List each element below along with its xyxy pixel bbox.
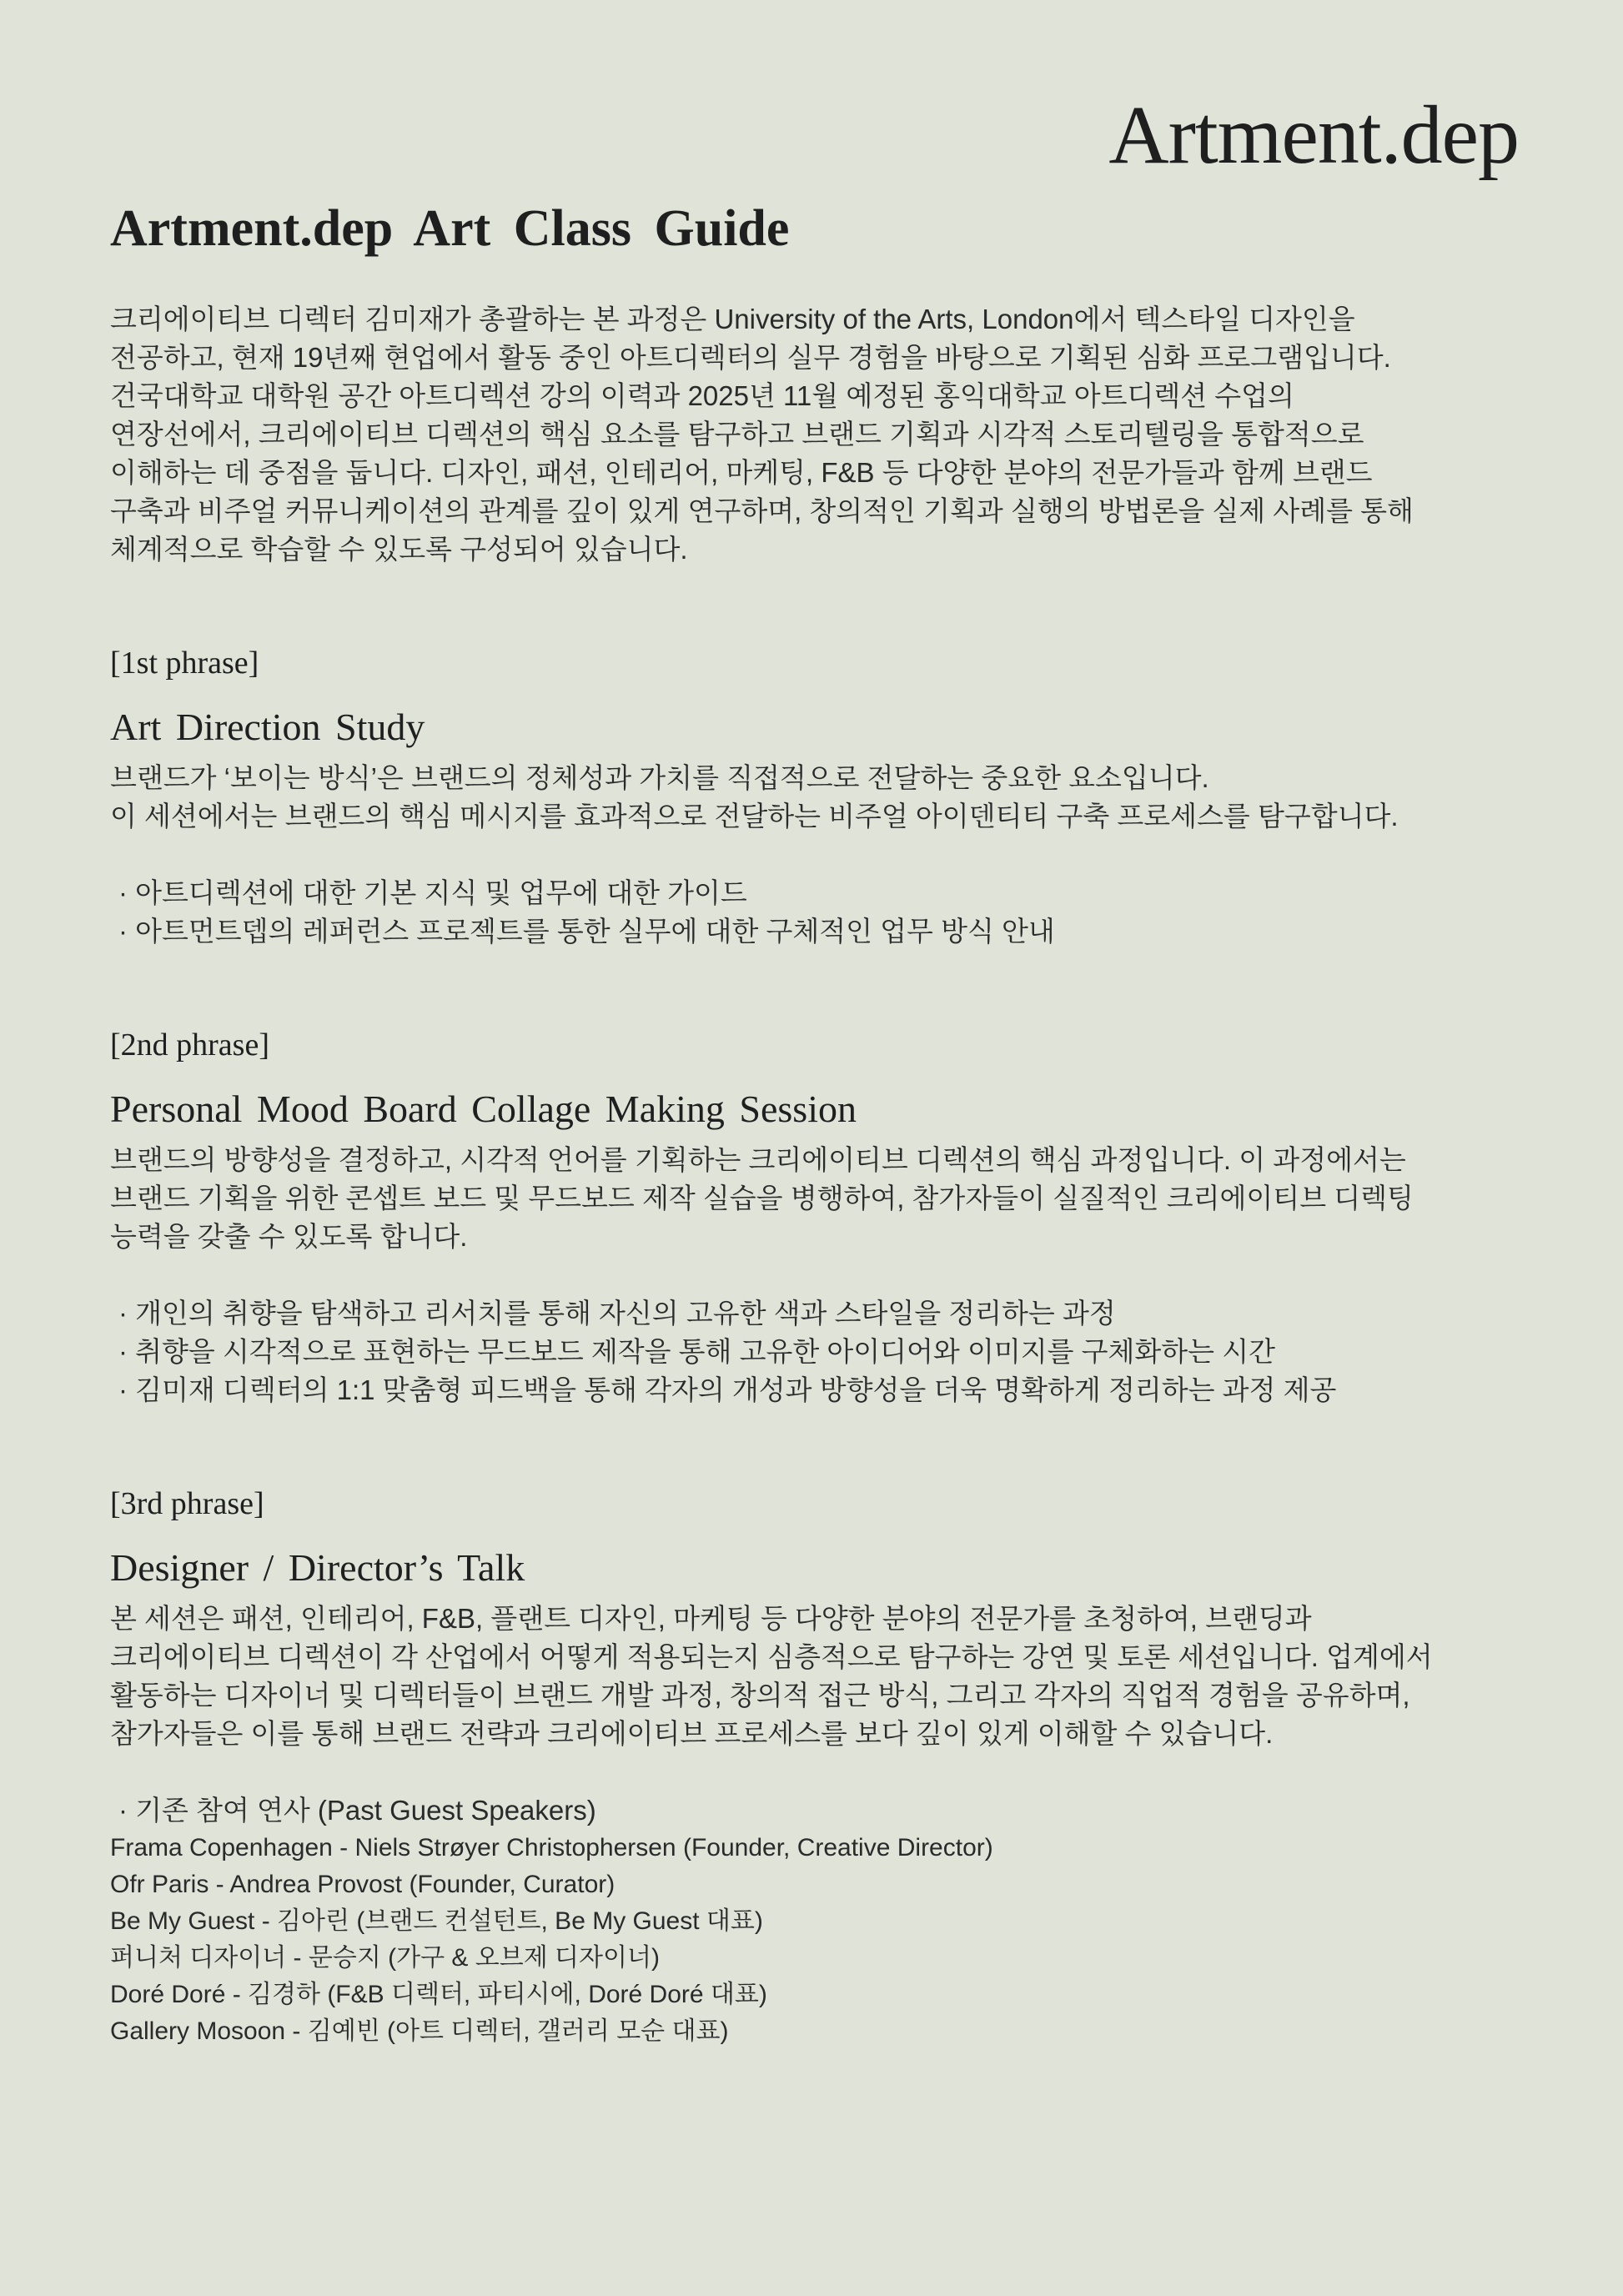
phase-label: [3rd phrase] (110, 1486, 264, 1522)
speaker-item: 퍼니처 디자이너 - 문승지 (가구 & 오브제 디자이너) (110, 1944, 660, 1972)
intro-line: 구축과 비주얼 커뮤니케이션의 관계를 깊이 있게 연구하며, 창의적인 기획과 실행의 방법론을 실제 사례를 통해 (110, 495, 1414, 527)
speaker-item: Frama Copenhagen - Niels Strøyer Christophersen (Founder, Creative Director) (110, 1834, 993, 1862)
section-body-line: 브랜드 기획을 위한 콘셉트 보드 및 무드보드 제작 실습을 병행하여, 참가자들이 실질적인 크리에이티브 디렉팅 (110, 1183, 1414, 1214)
page-title: Artment.dep Art Class Guide (110, 200, 790, 257)
intro-line: 건국대학교 대학원 공간 아트디렉션 강의 이력과 2025년 11월 예정된 홍익대학교 아트디렉션 수업의 (110, 380, 1294, 412)
bullet-list (110, 1791, 1528, 1830)
section-title: Personal Mood Board Collage Making Session (110, 1088, 857, 1131)
intro-line: 크리에이티브 디렉터 김미재가 총괄하는 본 과정은 University of the Arts, London에서 텍스타일 디자인을 (110, 304, 1355, 335)
intro-paragraph (110, 300, 1528, 569)
bullet-item: · 개인의 취향을 탐색하고 리서치를 통해 자신의 고유한 색과 스타일을 정리하는 과정 (118, 1298, 1116, 1329)
bullet-item: · 취향을 시각적으로 표현하는 무드보드 제작을 통해 고유한 아이디어와 이미지를 구체화하는 시간 (118, 1336, 1275, 1368)
bullet-list (110, 874, 1528, 951)
speaker-item: Ofr Paris - Andrea Provost (Founder, Curator) (110, 1871, 616, 1899)
brand-logo: Artment.dep (1108, 88, 1519, 181)
bullet-item: · 아트디렉션에 대한 기본 지식 및 업무에 대한 가이드 (118, 877, 747, 909)
section-title: Art Direction Study (110, 706, 425, 749)
section-body-line: 브랜드의 방향성을 결정하고, 시각적 언어를 기획하는 크리에이티브 디렉션의 핵심 과정입니다. 이 과정에서는 (110, 1144, 1406, 1176)
section-body-line: 활동하는 디자이너 및 디렉터들이 브랜드 개발 과정, 창의적 접근 방식, 그리고 각자의 직업적 경험을 공유하며, (110, 1680, 1410, 1711)
bullet-item: · 김미재 디렉터의 1:1 맞춤형 피드백을 통해 각자의 개성과 방향성을 더욱 명확하게 정리하는 과정 제공 (118, 1374, 1337, 1406)
section-body-line: 이 세션에서는 브랜드의 핵심 메시지를 효과적으로 전달하는 비주얼 아이덴티티 구축 프로세스를 탐구합니다. (110, 801, 1399, 832)
section-title: Designer / Director’s Talk (110, 1546, 525, 1590)
speaker-item: Doré Doré - 김경하 (F&B 디렉터, 파티시에, Doré Doré 대표) (110, 1981, 767, 2009)
speaker-item: Gallery Mosoon - 김예빈 (아트 디렉터, 갤러리 모순 대표) (110, 2017, 729, 2046)
section-body-line: 참가자들은 이를 통해 브랜드 전략과 크리에이티브 프로세스를 보다 깊이 있게 이해할 수 있습니다. (110, 1718, 1274, 1750)
section-body-line: 본 세션은 패션, 인테리어, F&B, 플랜트 디자인, 마케팅 등 다양한 분야의 전문가를 초청하여, 브랜딩과 (110, 1603, 1312, 1635)
section-phase-2 (110, 1024, 1528, 1409)
guide-content (110, 200, 1528, 2050)
bullet-list (110, 1294, 1528, 1409)
phase-label: [1st phrase] (110, 646, 259, 681)
section-phase-3 (110, 1483, 1528, 2050)
intro-line: 이해하는 데 중점을 둡니다. 디자인, 패션, 인테리어, 마케팅, F&B 등 다양한 분야의 전문가들과 함께 브랜드 (110, 457, 1373, 489)
bullet-item: · 아트먼트뎁의 레퍼런스 프로젝트를 통한 실무에 대한 구체적인 업무 방식 안내 (118, 916, 1055, 947)
intro-line: 연장선에서, 크리에이티브 디렉션의 핵심 요소를 탐구하고 브랜드 기획과 시각적 스토리텔링을 통합적으로 (110, 419, 1364, 450)
bullet-item: · 기존 참여 연사 (Past Guest Speakers) (118, 1795, 596, 1826)
speaker-item: Be My Guest - 김아린 (브랜드 컨설턴트, Be My Guest 대표) (110, 1907, 763, 1936)
section-body-line: 능력을 갖출 수 있도록 합니다. (110, 1221, 468, 1253)
intro-line: 체계적으로 학습할 수 있도록 구성되어 있습니다. (110, 534, 688, 565)
speaker-list (110, 1830, 1528, 2050)
phase-label: [2nd phrase] (110, 1027, 269, 1063)
section-phase-1 (110, 642, 1528, 951)
intro-line: 전공하고, 현재 19년째 현업에서 활동 중인 아트디렉터의 실무 경험을 바탕으로 기획된 심화 프로그램입니다. (110, 342, 1391, 374)
section-body-line: 크리에이티브 디렉션이 각 산업에서 어떻게 적용되는지 심층적으로 탐구하는 강연 및 토론 세션입니다. 업계에서 (110, 1641, 1433, 1673)
section-body-line: 브랜드가 ‘보이는 방식’은 브랜드의 정체성과 가치를 직접적으로 전달하는 중요한 요소입니다. (110, 762, 1209, 794)
